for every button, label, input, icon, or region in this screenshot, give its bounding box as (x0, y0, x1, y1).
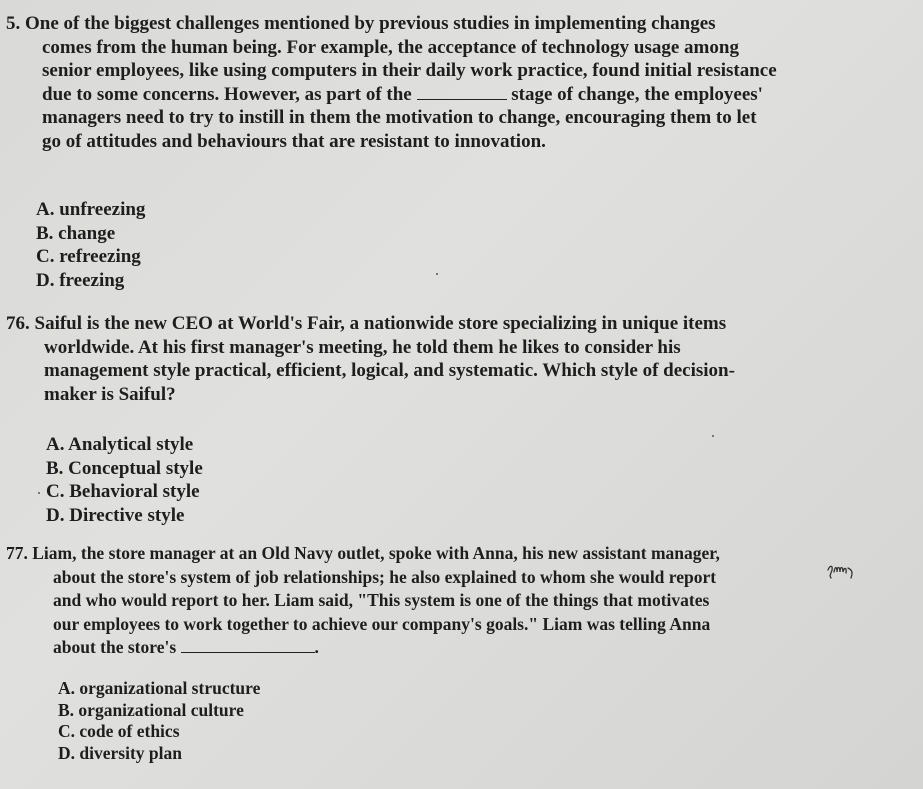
option-a[interactable]: A. organizational structure (58, 678, 261, 698)
option-c[interactable]: C. Behavioral style (46, 481, 200, 502)
question-76-options (46, 433, 203, 527)
question-77-options (58, 678, 260, 764)
speck (436, 273, 438, 275)
question-77-line-5 (6, 636, 916, 660)
speck (38, 492, 40, 494)
question-text: One of the biggest challenges mentioned by previous studies in implementing changes (25, 13, 716, 34)
option-b[interactable]: B. change (36, 222, 116, 244)
option-b[interactable]: B. organizational culture (58, 699, 244, 720)
question-77 (6, 542, 916, 660)
option-d[interactable]: D. Directive style (46, 504, 185, 526)
question-text: managers need to try to instill in them the motivation to change, encouraging them to let (42, 107, 757, 128)
question-text: and who would report to her. Liam said, "This system is one of the things that motivates (53, 590, 710, 610)
question-text: maker is Saiful? (44, 383, 176, 405)
question-text: management style practical, efficient, logical, and systematic. Which style of decision- (44, 360, 735, 381)
option-d[interactable]: D. freezing (36, 269, 125, 291)
question-text: Liam, the store manager at an Old Navy outlet, spoke with Anna, his new assistant manager, (32, 543, 720, 563)
question-text: go of attitudes and behaviours that are resistant to innovation. (42, 130, 546, 152)
question-text: about the store's system of job relationships; he also explained to whom she would report (53, 566, 717, 587)
answer-blank (181, 651, 315, 653)
question-5-line-4 (6, 83, 916, 107)
question-text: worldwide. At his first manager's meeting, he told them he likes to consider his (44, 336, 681, 358)
question-text: stage of change, the employees' (511, 83, 763, 105)
question-5-options (36, 198, 145, 292)
question-number: 76. (6, 313, 30, 334)
speck (712, 435, 714, 437)
option-a[interactable]: A. Analytical style (46, 434, 194, 455)
question-5 (6, 12, 916, 153)
question-number: 77. (6, 543, 28, 563)
option-b[interactable]: B. Conceptual style (46, 457, 203, 479)
question-text: about the store's (53, 637, 177, 657)
option-c[interactable]: C. code of ethics (58, 721, 180, 741)
question-text: Saiful is the new CEO at World's Fair, a nationwide store specializing in unique items (34, 313, 727, 334)
option-c[interactable]: C. refreezing (36, 246, 141, 267)
question-text: due to some concerns. However, as part of the (42, 83, 412, 105)
question-76 (6, 312, 916, 406)
question-text: senior employees, like using computers in their daily work practice, found initial resistance (42, 60, 777, 81)
question-text: our employees to work together to achieve our company's goals." Liam was telling Anna (53, 613, 711, 634)
handwritten-scribble-icon (826, 562, 860, 586)
option-d[interactable]: D. diversity plan (58, 742, 182, 763)
question-text: comes from the human being. For example, the acceptance of technology usage among (42, 36, 739, 58)
question-77-line-1 (6, 542, 916, 566)
question-number: 5. (6, 13, 21, 34)
question-text: . (314, 637, 319, 657)
answer-blank (417, 98, 507, 100)
question-5-line-1 (6, 12, 916, 36)
question-76-line-1 (6, 312, 916, 336)
option-a[interactable]: A. unfreezing (36, 199, 146, 220)
